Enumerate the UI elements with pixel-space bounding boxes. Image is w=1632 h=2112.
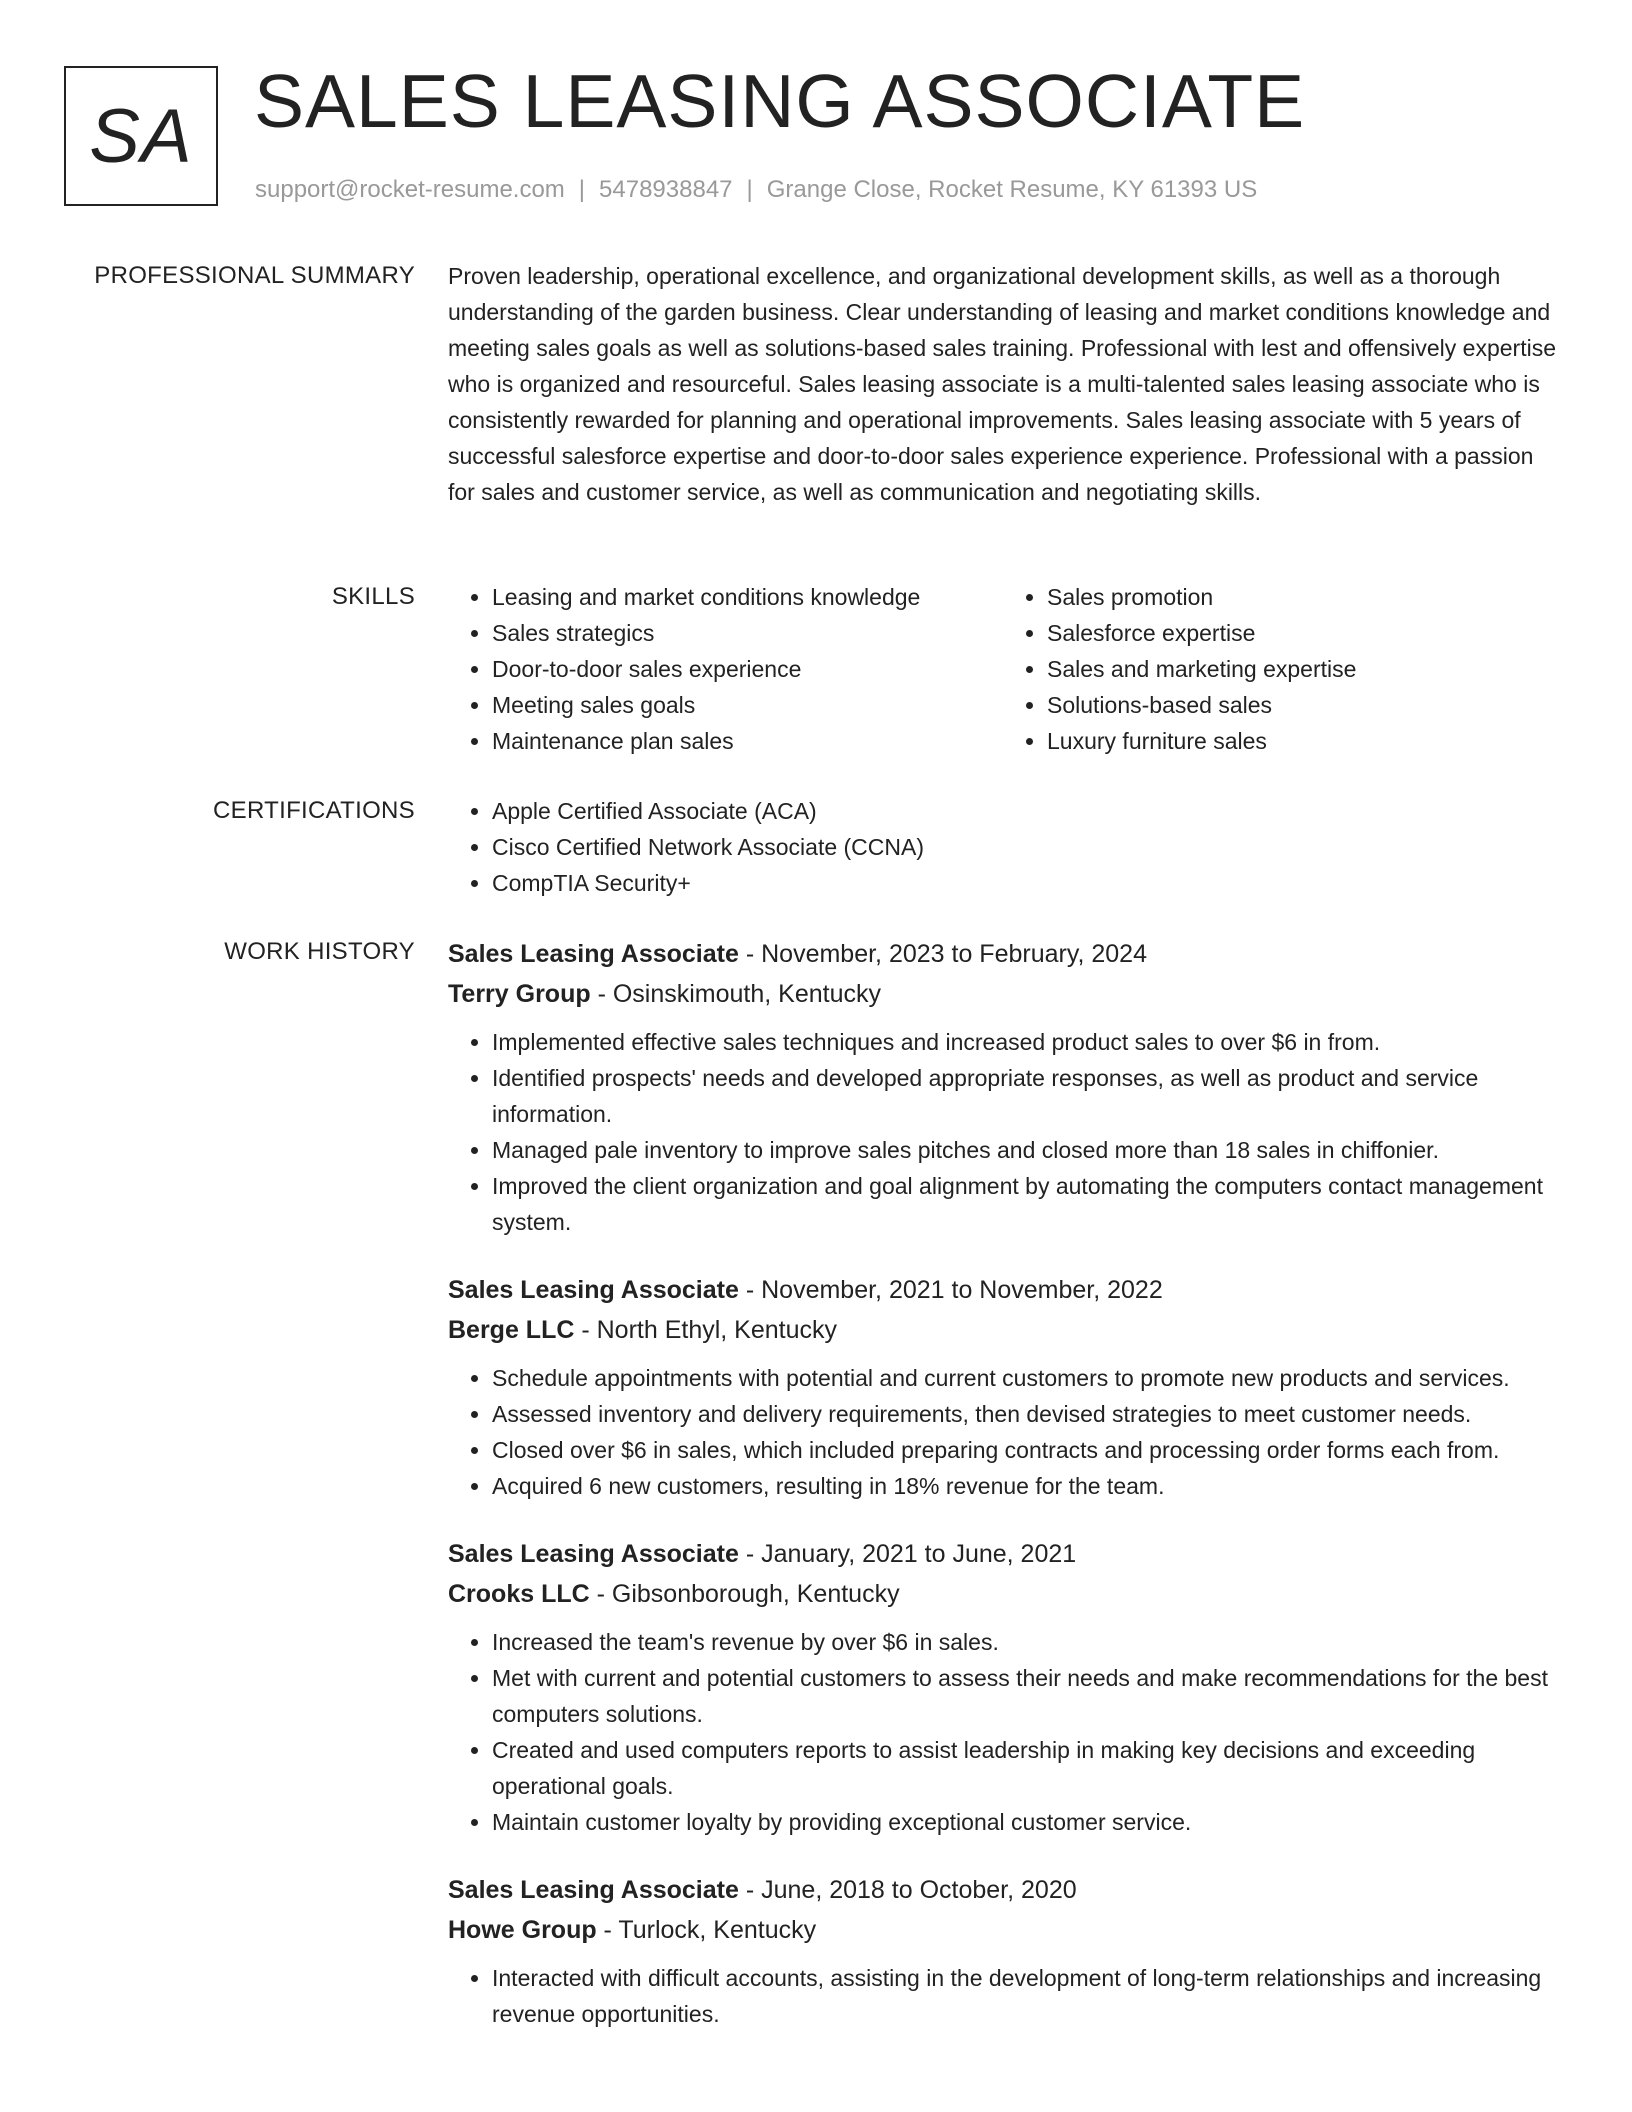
job-company-line bbox=[448, 1310, 1558, 1350]
contact-phone: 5478938847 bbox=[599, 176, 733, 203]
skills-body bbox=[448, 579, 1558, 759]
summary-label: PROFESSIONAL SUMMARY bbox=[94, 262, 415, 289]
certifications-list bbox=[448, 793, 1558, 901]
job-entry bbox=[448, 1534, 1558, 1840]
job-bullet: • Closed over $6 in sales, which included preparing contracts and processing order forms each from. bbox=[492, 1432, 1558, 1468]
job-company: Crooks LLC bbox=[448, 1580, 590, 1608]
list-item: • Sales promotion bbox=[1047, 579, 1558, 615]
list-item: • Salesforce expertise bbox=[1047, 615, 1558, 651]
job-role-line bbox=[448, 1534, 1558, 1574]
job-location: - Gibsonborough, Kentucky bbox=[589, 1580, 900, 1608]
job-bullets bbox=[448, 1024, 1558, 1240]
work-body bbox=[448, 934, 1558, 2062]
resume-title: SALES LEASING ASSOCIATE bbox=[254, 59, 1306, 143]
list-item: • Door-to-door sales experience bbox=[492, 651, 1003, 687]
job-role-line bbox=[448, 934, 1558, 974]
skills-label: SKILLS bbox=[331, 583, 415, 610]
job-dates: - January, 2021 to June, 2021 bbox=[738, 1540, 1077, 1568]
job-entry bbox=[448, 934, 1558, 1240]
contact-email: support@rocket-resume.com bbox=[255, 176, 565, 203]
skills-list-left bbox=[448, 579, 1003, 759]
list-item: • Sales strategics bbox=[492, 615, 1003, 651]
job-bullet: • Assessed inventory and delivery requirements, then devised strategies to meet customer needs. bbox=[492, 1396, 1558, 1432]
job-role: Sales Leasing Associate bbox=[448, 1876, 739, 1904]
job-company: Berge LLC bbox=[448, 1316, 575, 1344]
list-item: • Sales and marketing expertise bbox=[1047, 651, 1558, 687]
list-item: • Solutions-based sales bbox=[1047, 687, 1558, 723]
job-company-line bbox=[448, 1910, 1558, 1950]
job-bullet: • Improved the client organization and goal alignment by automating the computers contact management system. bbox=[492, 1168, 1558, 1240]
job-bullet: • Maintain customer loyalty by providing exceptional customer service. bbox=[492, 1804, 1558, 1840]
list-item: • Luxury furniture sales bbox=[1047, 723, 1558, 759]
job-bullet: • Increased the team's revenue by over $6 in sales. bbox=[492, 1624, 1558, 1660]
job-bullet: • Met with current and potential customers to assess their needs and make recommendations for the best computers solutions. bbox=[492, 1660, 1558, 1732]
job-bullet: • Acquired 6 new customers, resulting in 18% revenue for the team. bbox=[492, 1468, 1558, 1504]
job-company: Terry Group bbox=[448, 980, 591, 1008]
work-label: WORK HISTORY bbox=[224, 938, 415, 965]
list-item: • Apple Certified Associate (ACA) bbox=[492, 793, 1558, 829]
job-bullets bbox=[448, 1960, 1558, 2032]
job-dates: - November, 2021 to November, 2022 bbox=[738, 1276, 1163, 1304]
job-bullet: • Created and used computers reports to assist leadership in making key decisions and exceeding operational goals. bbox=[492, 1732, 1558, 1804]
contact-address: Grange Close, Rocket Resume, KY 61393 US bbox=[766, 176, 1258, 203]
job-entry bbox=[448, 1270, 1558, 1504]
job-role: Sales Leasing Associate bbox=[448, 1276, 739, 1304]
certifications-body bbox=[448, 793, 1558, 901]
job-role-line bbox=[448, 1870, 1558, 1910]
job-entry bbox=[448, 1870, 1558, 2032]
summary-body bbox=[448, 258, 1558, 510]
job-bullets bbox=[448, 1624, 1558, 1840]
monogram-initials: SA bbox=[89, 93, 193, 179]
skills-list-right bbox=[1003, 579, 1558, 759]
list-item: • Leasing and market conditions knowledge bbox=[492, 579, 1003, 615]
job-company-line bbox=[448, 1574, 1558, 1614]
contact-separator: | bbox=[578, 176, 586, 203]
list-item: • Maintenance plan sales bbox=[492, 723, 1003, 759]
job-location: - Osinskimouth, Kentucky bbox=[590, 980, 882, 1008]
job-role: Sales Leasing Associate bbox=[448, 1540, 739, 1568]
job-dates: - November, 2023 to February, 2024 bbox=[738, 940, 1147, 968]
job-role-line bbox=[448, 1270, 1558, 1310]
job-bullet: • Interacted with difficult accounts, assisting in the development of long-term relationships and increasing revenue opportunities. bbox=[492, 1960, 1558, 2032]
summary-text: Proven leadership, operational excellence, and organizational development skills, as well as a thorough understanding of the garden business. Clear understanding of leasing and market conditions knowledge and meeting sales goals as well as solutions-based sales training. Professional with lest and offensively expertise who is organized and resourceful. Sales leasing associate is a multi-talented sales leasing associate who is consistently rewarded for planning and operational improvements. Sales leasing associate with 5 years of successful salesforce expertise and door-to-door sales experience experience. Professional with a passion for sales and customer service, as well as communication and negotiating skills. bbox=[448, 263, 1556, 505]
job-bullets bbox=[448, 1360, 1558, 1504]
job-bullet: • Implemented effective sales techniques and increased product sales to over $6 in from. bbox=[492, 1024, 1558, 1060]
contact-separator: | bbox=[746, 176, 753, 203]
job-location: - Turlock, Kentucky bbox=[596, 1916, 817, 1944]
list-item: • Cisco Certified Network Associate (CCNA) bbox=[492, 829, 1558, 865]
skills-columns bbox=[448, 579, 1558, 759]
job-role: Sales Leasing Associate bbox=[448, 940, 739, 968]
list-item: • CompTIA Security+ bbox=[492, 865, 1558, 901]
contact-line bbox=[255, 175, 1257, 205]
job-company-line bbox=[448, 974, 1558, 1014]
job-bullet: • Managed pale inventory to improve sales pitches and closed more than 18 sales in chiffonier. bbox=[492, 1132, 1558, 1168]
job-dates: - June, 2018 to October, 2020 bbox=[738, 1876, 1077, 1904]
job-bullet: • Identified prospects' needs and developed appropriate responses, as well as product and service information. bbox=[492, 1060, 1558, 1132]
job-company: Howe Group bbox=[448, 1916, 597, 1944]
certifications-label: CERTIFICATIONS bbox=[213, 797, 415, 824]
job-bullet: • Schedule appointments with potential and current customers to promote new products and services. bbox=[492, 1360, 1558, 1396]
job-location: - North Ethyl, Kentucky bbox=[574, 1316, 838, 1344]
list-item: • Meeting sales goals bbox=[492, 687, 1003, 723]
monogram-box bbox=[64, 66, 218, 206]
